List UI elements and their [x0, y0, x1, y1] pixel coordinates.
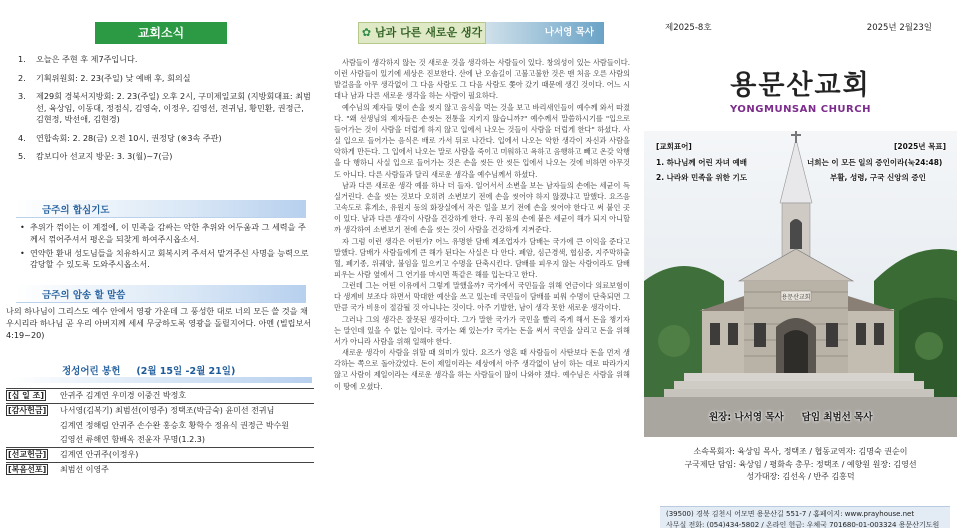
verse-label: [2025년 목표]	[894, 142, 947, 151]
phone: 사무실 전화: (054)434-5802 / 온라인 헌금: 우체국 701680-01-003324 용문산기도원	[666, 521, 940, 528]
flower-icon: ✿	[361, 26, 372, 39]
memory-verse: 나의 하나님이 그리스도 예수 안에서 영광 가운데 그 풍성한 대로 너의 모든 쓸 것을 채우시리라 하나님 곧 우리 아버지께 세세 무궁하도록 영광을 돌릴지어다. 아멘 (빌립보서 4:19~20)	[6, 306, 312, 340]
sermon-body: 사람들이 생각하지 않는 것 새로운 것을 생각하는 사람들이 있다. 창의성이 있는 사람들이다. 이런 사람들이 있기에 세상은 진보한다. 산에 난 오솔길이 고불고불한 것은 맨 처음 오른 사람의 발걸음을 아무 생각없이 그 다음 사람도 그 다음 사람도 쫓아 갔기 때문에 생긴 것이다. 어느 시대나 남과 다른 새로운 생각을 하는 사람이 필요하다. 예수님의 제자들 몇이 손을 씻지 않고 음식을 먹는 것을 보고 바리새인들이 예수께 와서 따졌다. "왜 선생님의 제자들은 손씻는 전통을 지키지 않습니까?" 예수께서 말씀하시기를 "입으로 들어가는 것이 사람을 더럽게 하지 않고 입에서 나오는 것들이 사람을 더럽게 한다" 하셨다. 사실 입으로 들어가는 음식은 배로 가서 뒤로 나간다. 입에서 나오는 악한 생각이 자신과 사람을 악하게 만든다. 그 입에서 나오는 말로 사람을 죽이고 미워하고 욕하고 음행하고 빼고 온갖 악행을 다 행하니 사실 입으로 들어가는 것은 손을 씻든 안 씻든 입에서 나오는 것에 비하면 아무것도 아니다. 다른 사람들과 달리 새로운 생각을 예수님께서 하셨다. 남과 다른 새로운 생각 예를 하나 더 들자. 일어서서 소변을 보는 남자들의 손에는 세균이 득실거린다. 손을 씻는 것보다 오히려 소변보기 전에 손을 씻어야 하지 않겠냐고 말했다. 요즈음 고속도로 휴게소, 유원지 등의 화장실에서 작은 일을 보기 전에 손을 씻어야 한다고 써 붙인 곳이 있다. 남과 다른 생각이 사람을 건강하게 한다. 우리 몸의 손에 붙은 세균이 해가 되지 아니할까 생각하여 소변보기 전에 손을 씻는 것이 사람을 건강하게 지켜준다. 자 그럼 이런 생각은 어떤가? 어느 유명한 담배 제조업자가 담배는 국가에 큰 이익을 준다고 말했다. 담배가 사람들에게 큰 해가 된다는 사실은 다 안다. 폐암, 심근경색, 협심증, 지주막하출혈, 폐기종, 위궤양, 불임을 일으키고 수명을 단축시킨다. 담배를 피우지 않는 사람이라도 담배피우는 사람 옆에서 그 연기를 마시면 똑같은 해를 입는다고 한다. 그런데 그는 어떤 이유에서 그렇게 말했을까? 국가에서 국민들을 위해 연금이다 의료보험이다 생계비 보조다 하면서 막대한 예산을 쓰고 있는데 국민들이 담배를 피워 수명이 단축되면 그만큼 국가 비용이 절감될 것 아니냐는 것이다. 아주 기발한, 남이 생각 못한 새로운 생각이다. 그러나 그의 생각은 잘못된 생각이다. 그가 말한 국가가 국민을 빨리 죽게 해서 돈을 챙기자는 말인데 있을 수 없는 일이다. 국가는 왜 있는가? 국가는 돈을 써서 국민을 살리고 돈을 위해서가 아니라 사람을 위해 일해야 한다. 새로운 생각이 사람을 위할 때 의미가 있다. 요즈가 영혼 때 사람들이 사탄보다 돈을 먼저 생각하는 쪽으로 돌아갔었다. 돈이 제일이라는 세상에서 아주 생각없이 남이 하는 대로 따라가지 않고 사람이 제일이라는 새로운 생각을 하는 사람들이 많이 나와야 겠다. 예수님은 사람을 위해 이 땅에 오셨다.	[334, 58, 630, 391]
list-item: 4. 연합속회: 2. 28(금) 오전 10시, 권정당 (※3속 주관)	[18, 132, 222, 143]
news-panel	[0, 0, 320, 528]
issue-date: 2025년 2월23일	[866, 23, 932, 33]
offering-list: [십 일 조] 안귀주 김계연 우미경 이중건 박정호 [감사헌금] 나서영(김복기) 최범선(이영주) 정택조(박금숙) 윤미선 전귀님 김계연 정해림 안귀주 손수완 홍승호 황학수 정유식 권정근 박수원 김영선 류해연 함배옥 전윤자 무명(1.2.3) [선교헌금] 김계연 안귀주(이정우) [복음선포] 최범선 이영주	[6, 388, 314, 478]
list-item: 1. 오늘은 주현 후 제7주입니다.	[18, 54, 138, 64]
list-item: 3. 제29회 경북서지방회: 2. 23(주일) 오후 2시, 구미제일교회 (지방회대표: 최범선, 육상임, 이동대, 정점식, 김영숙, 이정우, 김영선, 전귀님, 황민환, 권정근, 김현정, 박선애, 김현경)	[18, 91, 311, 124]
offering-title: 정성어린 봉헌 (2월 15일 -2월 21일)	[62, 366, 236, 377]
goal-label: [교회표어]	[656, 142, 692, 151]
church-sign: 용문산교회	[781, 294, 811, 301]
list-item: • 추위가 꺾이는 이 계절에, 이 민족을 감싸는 악한 추위와 어두움과 그 세력을 주께서 꺾어주셔서 평온을 되찾게 하여주시옵소서.	[20, 222, 306, 244]
goal-1: 1. 하나님께 어린 자녀 예배	[656, 158, 747, 167]
staff-list: 소속목회자: 육상임 목사, 정택조 / 협동교역자: 김명숙 권순이 구국제단 담임: 육상임 / 평화속 총무: 정택조 / 예향원 원장: 김영선 성가대장: 김선옥 / 반주 김홍덕	[684, 447, 917, 482]
memory-header: 금주의 암송 할 말씀	[16, 285, 306, 303]
pastor-line: 원장: 나서영 목사 담임 최범선 목사	[709, 412, 873, 423]
verse-2: 부활, 성령, 구국 신앙의 증인	[830, 173, 926, 182]
sermon-author: 나서영 목사	[486, 22, 604, 44]
issue-number: 제2025-8호	[665, 23, 712, 33]
contact-footer	[660, 506, 950, 528]
church-photo	[644, 131, 957, 437]
list-item: 2. 기획위원회: 2. 23(주일) 낮 예배 후, 회의실	[18, 72, 191, 83]
sermon-header	[358, 22, 604, 44]
goal-2: 2. 나라와 민족을 위한 기도	[656, 173, 747, 182]
church-english-name: YONGMUNSAN CHURCH	[730, 104, 871, 115]
address: (39500) 경북 김천시 어모면 용문산길 551-7 / 홈페이지: www.prayhouse.net	[666, 510, 915, 518]
divider	[10, 377, 312, 383]
prayer-list	[20, 222, 310, 273]
church-name: 용문산교회	[730, 70, 871, 101]
news-title: 교회소식	[95, 22, 227, 44]
news-list	[18, 54, 314, 170]
prayer-header: 금주의 합심기도	[16, 200, 306, 218]
list-item: • 연약한 환내 성도님들을 치유하시고 회복시켜 주셔서 맡겨주신 사명을 능력으로 감당할 수 있도록 도와주시옵소서.	[20, 247, 309, 270]
list-item: 5. 캄보디아 선교지 방문: 3. 3(월)~7(금)	[18, 151, 173, 161]
verse-1: 너희는 이 모든 일의 증인이라(눅24:48)	[807, 158, 943, 167]
sermon-panel	[320, 0, 641, 528]
cover-panel	[641, 0, 960, 528]
sermon-title: 남과 다른 새로운 생각	[375, 26, 483, 39]
